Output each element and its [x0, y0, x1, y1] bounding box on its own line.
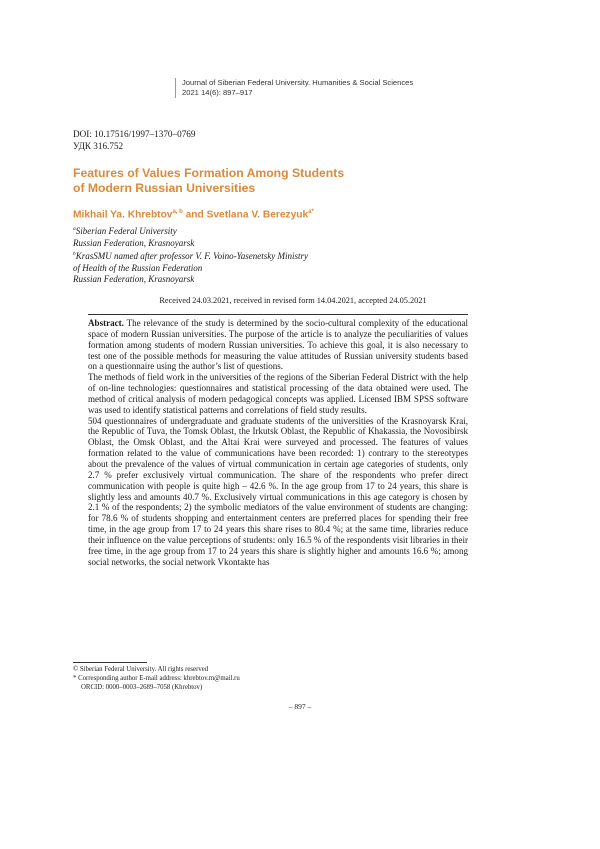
footnotes [73, 665, 240, 693]
doi: DOI: 10.17516/1997–1370–0769 [73, 129, 196, 139]
affil-a-line-2: Russian Federation, Krasnoyarsk [73, 237, 195, 248]
journal-issue: 2021 14(6): 897–917 [182, 88, 253, 97]
author-2: Svetlana V. Berezyuk [206, 209, 309, 221]
received-dates: Received 24.03.2021, received in revised form 14.04.2021, accepted 24.05.2021 [159, 296, 427, 305]
affil-b-line-1: KrasSMU named after professor V. F. Voino-Yasenetsky Ministry [75, 251, 309, 262]
title-line-2: of Modern Russian Universities [73, 181, 256, 195]
article-title [73, 166, 433, 196]
abstract-paragraph-2: The methods of field work in the universities of the regions of the Siberian Federal District with the help of on-line technologies: questionnaires and statistical processing of the data obtained were used. The method of critical analysis of modern pedagogical concepts was applied. Licensed IBM SPSS software was used to identify statistical patterns and correlations of field study results. [88, 372, 468, 415]
abstract-paragraph-3: 504 questionnaires of undergraduate and graduate students of the universities of the Krasnoyarsk Krai, the Republic of Tuva, the Tomsk Oblast, the Irkutsk Oblast, the Republic of Khakassia, the Novosibirsk Oblast, the Omsk Oblast, and the Altai Krai were surveyed and processed. The features of values formation related to the value of communications have been recorded: 1) contrary to the stereotypes about the prevalence of the values of virtual communication in certain age categories of students, only 2.7 % prefer exclusively virtual communication. The share of the respondents who prefer direct communication with people is quite high – 42.6 %. In the age group from 17 to 24 years, this share is slightly less and amounts 40.7 %. Exclusively virtual communications in this age category is chosen by 2.1 % of the respondents; 2) the symbolic mediators of the value environment of students are changing: for 78.6 % of students shopping and entertainment centers are preferred places for spending their free time, in the age group from 17 to 24 years this share rises to 80.4 %; at the same time, libraries reduce their influence on the value perceptions of students: only 16.5 % of the respondents visit libraries in their free time, in the age group from 17 to 24 years this share is slightly higher and amounts 16.6 %; among social networks, the social network Vkontakte has [88, 415, 468, 567]
abstract-label: Abstract. [88, 318, 124, 328]
page-number: – 897 – [288, 702, 312, 711]
affiliations [73, 224, 308, 286]
title-line-1: Features of Values Formation Among Students [73, 166, 345, 180]
footnote-rule [73, 662, 147, 663]
affil-b-line-3: Russian Federation, Krasnoyarsk [73, 274, 195, 285]
author-connector: and [182, 209, 207, 221]
udk: УДК 316.752 [73, 141, 124, 151]
abstract [88, 318, 468, 567]
author-1-affil: a, b [172, 209, 183, 215]
author-2-affil: a* [308, 209, 314, 215]
affil-b-line-2: of Health of the Russian Federation [73, 262, 203, 273]
corresponding-author-note: * Corresponding author E-mail address: khrebtov.m@mail.ru [73, 675, 240, 683]
affil-a-mark: a [73, 226, 76, 232]
abstract-paragraph-1 [88, 318, 468, 372]
journal-header [175, 78, 512, 98]
copyright-note: © Siberian Federal University. All rights reserved [73, 666, 209, 673]
orcid-note: ORCID: 0000–0003–2689–7058 (Khrebtov) [81, 684, 203, 692]
affil-b-mark: b [73, 251, 76, 258]
affil-a-line-1: Siberian Federal University [75, 226, 177, 236]
abstract-rule [88, 314, 468, 315]
article-meta [73, 128, 196, 152]
authors [73, 209, 314, 220]
journal-name: Journal of Siberian Federal University. Humanities & Social Sciences [182, 78, 414, 87]
abstract-text-1: The relevance of the study is determined by the socio-cultural complexity of the educational space of modern Russian universities. The purpose of the article is to analyze the peculiarities of values formation among students of modern Russian universities. To achieve this goal, it is also necessary to test one of the possible methods for measuring the value attitudes of Russian university students based on a questionnaire using the author’s list of questions. [88, 318, 468, 372]
author-1: Mikhail Ya. Khrebtov [73, 209, 173, 221]
